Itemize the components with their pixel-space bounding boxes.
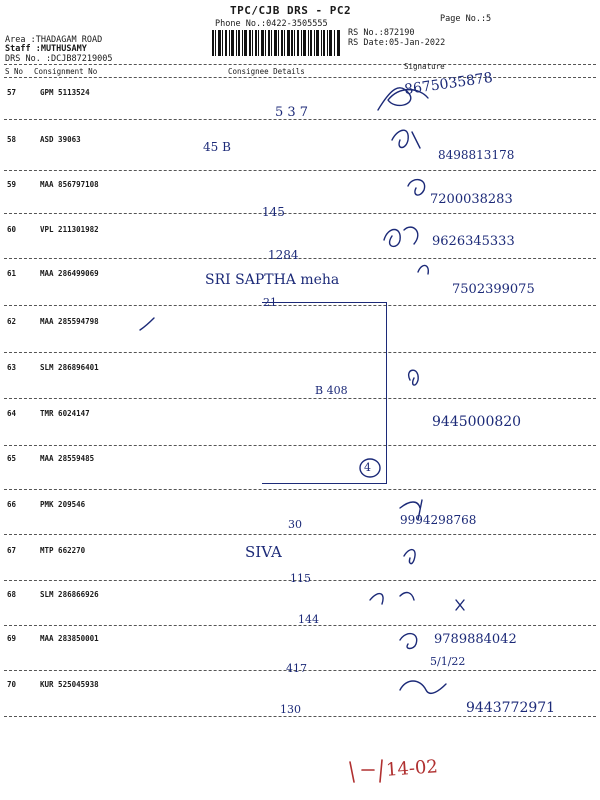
rs-date: RS Date:05-Jan-2022 — [348, 38, 446, 48]
signature-scribble — [400, 634, 417, 649]
row-consignment: ASD 39063 — [40, 135, 81, 144]
phone-note: 8675035878 — [403, 69, 494, 99]
circled-mark-label: 4 — [364, 461, 371, 474]
consignee-note: 5 3 7 — [275, 105, 309, 120]
row-consignment: MAA 28559485 — [40, 454, 95, 463]
page-number: Page No.:5 — [440, 14, 492, 24]
row-sno: 67 — [7, 546, 17, 555]
phone-note: 9994298768 — [400, 513, 477, 527]
row-consignment: MAA 283850001 — [40, 634, 99, 643]
signature-scribble — [384, 227, 418, 246]
red-pen-mark — [350, 760, 382, 782]
consignee-note: 30 — [288, 518, 302, 531]
tick-mark — [140, 318, 154, 330]
bottom-red-note: 14-02 — [385, 756, 439, 781]
consignee-note: 1284 — [268, 248, 299, 262]
row-consignment: GPM 5113524 — [40, 88, 90, 97]
col-consignment-header: Consignment No — [34, 67, 98, 76]
row-sno: 65 — [7, 454, 17, 463]
row-consignment: SLM 286866926 — [40, 590, 99, 599]
row-rule — [4, 716, 596, 717]
signature-scribble — [418, 265, 428, 274]
row-sno: 70 — [7, 680, 17, 689]
row-rule — [4, 258, 596, 259]
row-sno: 68 — [7, 590, 17, 599]
row-consignment: MTP 662270 — [40, 546, 86, 555]
area-field: Area :THADAGAM ROAD — [5, 35, 103, 45]
row-rule — [4, 170, 596, 171]
consignee-note: 21 — [263, 296, 277, 309]
signature-scribble — [370, 593, 414, 604]
row-consignment: MAA 286499069 — [40, 269, 99, 278]
cross-mark — [456, 600, 464, 610]
header-rule-bottom — [4, 77, 596, 78]
col-sno-header: S No — [5, 67, 24, 76]
consignee-note: 130 — [280, 703, 301, 716]
row-consignment: SLM 286896401 — [40, 363, 99, 372]
row-consignment: KUR 525045938 — [40, 680, 99, 689]
consignee-note: SRI SAPTHA meha — [205, 272, 340, 288]
row-rule — [4, 534, 596, 535]
header-rule — [4, 64, 596, 65]
row-sno: 57 — [7, 88, 17, 97]
row-sno: 63 — [7, 363, 17, 372]
signature-scribble — [409, 370, 419, 385]
consignee-note: 417 — [286, 662, 307, 675]
row-sno: 59 — [7, 180, 17, 189]
row-sno: 69 — [7, 634, 17, 643]
row-consignment: MAA 285594798 — [40, 317, 99, 326]
row-rule — [4, 489, 596, 490]
phone-note: 7200038283 — [430, 192, 513, 207]
date-note: 5/1/22 — [430, 655, 466, 668]
row-rule — [4, 213, 596, 214]
signature-scribble — [392, 130, 420, 148]
row-consignment: VPL 211301982 — [40, 225, 99, 234]
col-signature-header: Signature — [404, 62, 445, 71]
consignee-note: B 408 — [315, 384, 348, 397]
consignee-note: 115 — [290, 572, 311, 585]
rs-number: RS No.:872190 — [348, 28, 415, 38]
row-sno: 64 — [7, 409, 17, 418]
staff-field: Staff :MUTHUSAMY — [5, 44, 87, 54]
consignee-note: 144 — [298, 613, 319, 626]
signature-scribble — [400, 681, 446, 693]
row-sno: 61 — [7, 269, 17, 278]
row-sno: 62 — [7, 317, 17, 326]
row-consignment: TMR 6024147 — [40, 409, 90, 418]
signature-scribble — [404, 550, 415, 564]
row-sno: 60 — [7, 225, 17, 234]
phone-note: 9626345333 — [432, 234, 515, 249]
phone-note: 9443772971 — [466, 700, 556, 716]
phone-number: Phone No.:0422-3505555 — [215, 19, 328, 29]
phone-note: 8498813178 — [438, 148, 515, 162]
phone-note: 9445000820 — [432, 414, 522, 430]
consignee-note: 145 — [262, 205, 285, 219]
signature-scribble — [408, 180, 425, 195]
row-consignment: PMK 209546 — [40, 500, 86, 509]
consignee-note: 45 B — [203, 140, 231, 154]
sheet-title: TPC/CJB DRS - PC2 — [230, 4, 352, 17]
barcode-image — [212, 30, 340, 56]
col-consignee-header: Consignee Details — [228, 67, 305, 76]
drs-number: DRS No. :DCJB87219005 — [5, 54, 113, 64]
consignee-note: SIVA — [245, 543, 282, 561]
row-sno: 58 — [7, 135, 17, 144]
phone-note: 9789884042 — [434, 632, 517, 647]
row-consignment: MAA 856797108 — [40, 180, 99, 189]
phone-note: 7502399075 — [452, 282, 535, 297]
row-sno: 66 — [7, 500, 17, 509]
